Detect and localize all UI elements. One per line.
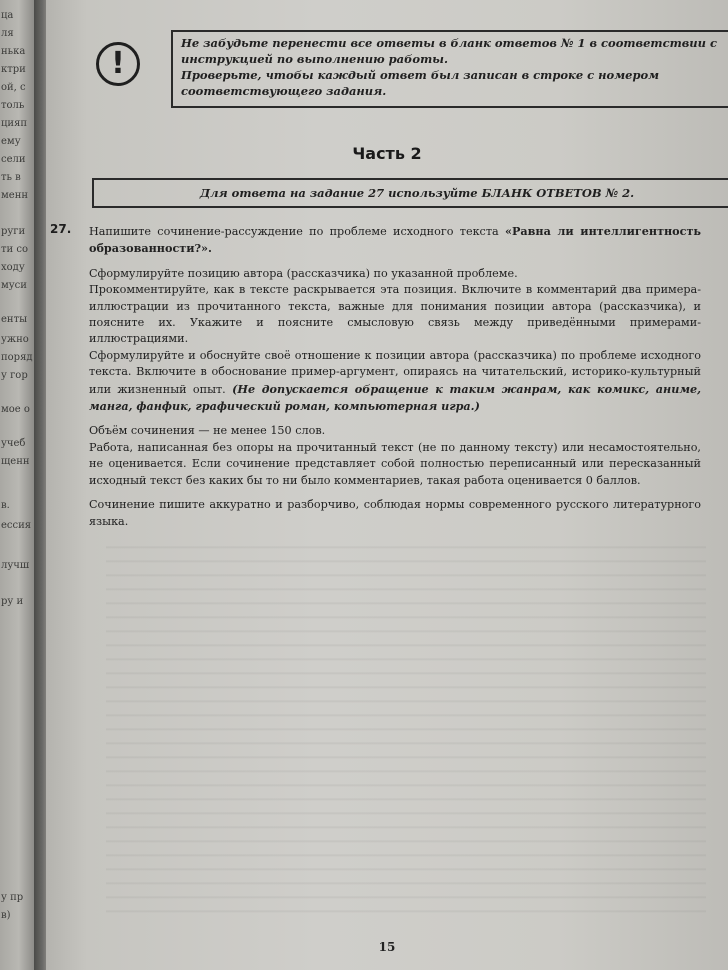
left-page-fragment: ти со [1, 244, 28, 255]
task-body [89, 223, 701, 538]
left-page-fragment: лучш [1, 560, 30, 571]
left-page-fragment: ру и [1, 596, 24, 607]
left-page-fragment: ля [1, 28, 14, 39]
left-page-fragment: у гор [1, 370, 28, 381]
left-page-fragment: руги [1, 226, 26, 237]
show-through-text [106, 535, 706, 915]
left-page-fragment: ой, с [1, 82, 26, 93]
left-page-fragment: ессия [1, 520, 32, 531]
exclamation-circle-icon: ! [96, 42, 140, 86]
left-page-fragment: ужно [1, 334, 29, 345]
left-page-edge [0, 0, 34, 970]
left-page-fragment: у пр [1, 892, 24, 903]
left-page-fragment: нька [1, 46, 26, 57]
left-page-fragment: учеб [1, 438, 26, 449]
notice-line-transfer: Не забудьте перенести все ответы в бланк ответов № 1 в соответствии с инструкцией по выполнению работы. [181, 36, 718, 66]
left-page-fragment: поряд [1, 352, 33, 363]
left-page-fragment: енты [1, 314, 28, 325]
notice-box [171, 30, 728, 108]
left-page-fragment: мое о [1, 404, 30, 415]
task-attitude: Сформулируйте и обоснуйте своё отношение к позиции автора (рассказчика) по проблеме исходного текста. Включите в обоснование пример-аргумент, опираясь на читательский, историко-культурный или жизненный опыт. [89, 348, 701, 396]
left-page-fragment: щенн [1, 456, 30, 467]
task-attitude-paragraph [89, 348, 701, 416]
task-volume: Объём сочинения — не менее 150 слов. [89, 424, 326, 438]
page [46, 0, 728, 970]
task-neat: Сочинение пишите аккуратно и разборчиво, соблюдая нормы современного русского литературного языка. [89, 498, 701, 528]
task-comment: Прокомментируйте, как в тексте раскрывается эта позиция. Включите в комментарий два примера-иллюстрации из прочитанного текста, важные для понимания позиции автора (рассказчика), и поясните их. Укажите и поясните смысловую связь между приведёнными примерами-иллюстрациями. [89, 283, 701, 346]
left-page-fragment: толь [1, 100, 25, 111]
instruction-box: Для ответа на задание 27 используйте БЛАНК ОТВЕТОВ № 2. [92, 178, 728, 208]
left-page-fragment: муси [1, 280, 27, 291]
task-intro: Напишите сочинение-рассуждение по проблеме исходного текста [89, 225, 499, 238]
left-page-fragment: в. [1, 500, 10, 511]
notice-line-check: Проверьте, чтобы каждый ответ был записан в строке с номером соответствующего задания. [181, 68, 660, 98]
left-page-fragment: ктри [1, 64, 26, 75]
left-page-fragment: ходу [1, 262, 25, 273]
left-page-fragment: менн [1, 190, 29, 201]
task-number: 27. [50, 222, 72, 236]
left-page-fragment: ть в [1, 172, 21, 183]
left-page-fragment: ему [1, 136, 21, 147]
task-rules: Работа, написанная без опоры на прочитанный текст (не по данному тексту) или несамостоятельно, не оценивается. Если сочинение представляет собой полностью переписанный или пересказанный исходный текст без каких бы то ни было комментариев, такая работа оценивается 0 баллов. [89, 440, 701, 487]
task-problem: «Равна ли интеллигентность образованности?». [89, 224, 701, 256]
part-title: Часть 2 [352, 144, 422, 163]
left-page-fragment: сели [1, 154, 26, 165]
task-genres: (Не допускается обращение к таким жанрам, как комикс, аниме, манга, фанфик, графический роман, компьютерная игра.) [89, 381, 701, 414]
left-page-fragment: ца [1, 10, 14, 21]
left-page-fragment: цияп [1, 118, 28, 129]
task-intro-paragraph [89, 223, 701, 258]
task-position: Сформулируйте позицию автора (рассказчика) по указанной проблеме. [89, 266, 518, 280]
page-number: 15 [378, 940, 396, 954]
left-page-fragment: в) [1, 910, 11, 921]
